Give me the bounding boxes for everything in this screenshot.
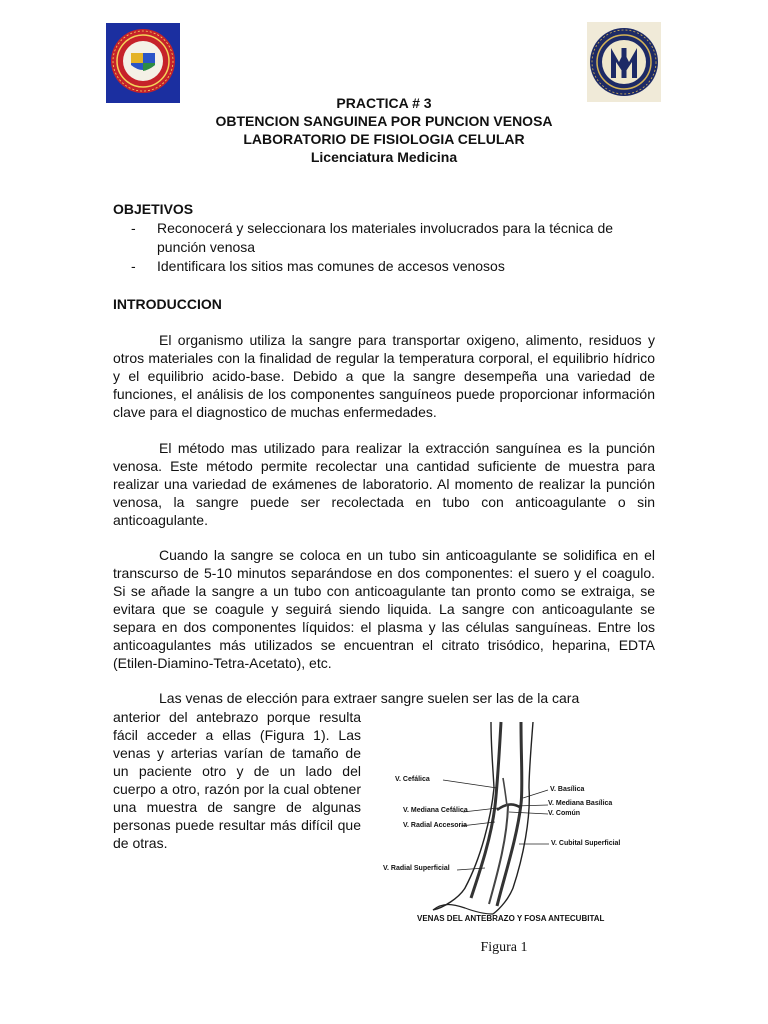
label-mediana-cefalica: V. Mediana Cefálica [403,807,468,814]
objectives-heading: OBJETIVOS [113,201,194,217]
label-comun: V. Común [548,810,581,817]
lab-name: LABORATORIO DE FISIOLOGIA CELULAR [243,131,525,147]
list-item: - Identificara los sitios mas comunes de accesos venosos [131,258,505,274]
practice-title: OBTENCION SANGUINEA POR PUNCION VENOSA [215,113,553,129]
figure-caption: Figura 1 [480,940,528,955]
intro-paragraph-3: Cuando la sangre se coloca en un tubo sin anticoagulante se solidifica en el transcurso de 5-10 minutos separándose en dos componentes: el suero y el coagulo. Si se añade la sangre a un tubo con anticoagulante tan pronto como se extraiga, se evitara que se coagule y seguirá siendo liquida. La sangre con anticoagulante se separa en dos componentes líquidos: el plasma y las células sanguíneas. Entre los anticoagulantes más utilizados se encuentran el citrato trisódico, heparina, EDTA (Etilen-Diamino-Tetra-Acetato), etc. [113,547,655,671]
university-seal-logo [106,23,180,103]
figure-title: VENAS DEL ANTEBRAZO Y FOSA ANTECUBITAL [417,914,605,923]
label-cubital-superficial: V. Cubital Superficial [551,840,621,847]
intro-paragraph-1: El organismo utiliza la sangre para transportar oxigeno, alimento, residuos y otros materiales con la finalidad de regular la temperatura corporal, el equilibrio hídrico y el equilibrio acido-base. Debido a que la sangre desempeña una variedad de funciones, el análisis de los componentes sanguíneos puede proporcionar información clave para el diagnostico de muchas enfermedades. [113,332,655,420]
label-radial-accesoria: V. Radial Accesoria [403,822,468,829]
label-mediana-basilica: V. Mediana Basílica [548,800,613,807]
program-name: Licenciatura Medicina [310,149,458,165]
label-cefalica: V. Cefálica [395,776,430,783]
faculty-seal-logo [587,22,661,102]
intro-paragraph-4-rest: anterior del antebrazo porque resulta fácil acceder a ellas (Figura 1). Las venas y arterias varían de tamaño de un paciente otro y de un lado del cuerpo a otro, razón por la cual obtener una muestra de sangre de algunas personas puede resultar más difícil que de otras. [113,709,361,851]
practice-number: PRACTICA # 3 [336,95,432,111]
title-block [0,94,768,166]
intro-paragraph-4-first-line: Las venas de elección para extraer sangre suelen ser las de la cara [159,690,580,706]
introduction-heading: INTRODUCCION [113,296,222,312]
label-radial-superficial: V. Radial Superficial [383,865,450,872]
list-item: - Reconocerá y seleccionara los materiales involucrados para la técnica de punción venosa [131,220,614,255]
objectives-list [131,219,661,276]
label-basilica: V. Basílica [550,786,585,793]
forearm-veins-figure [373,718,635,930]
intro-paragraph-2: El método mas utilizado para realizar la extracción sanguínea es la punción venosa. Este método permite recolectar una cantidad suficiente de muestra para realizar una variedad de exámenes de laboratorio. Al momento de realizar la punción venosa, la sangre puede ser recolectada en tubo con anticoagulante o sin anticoagulante. [113,440,655,528]
